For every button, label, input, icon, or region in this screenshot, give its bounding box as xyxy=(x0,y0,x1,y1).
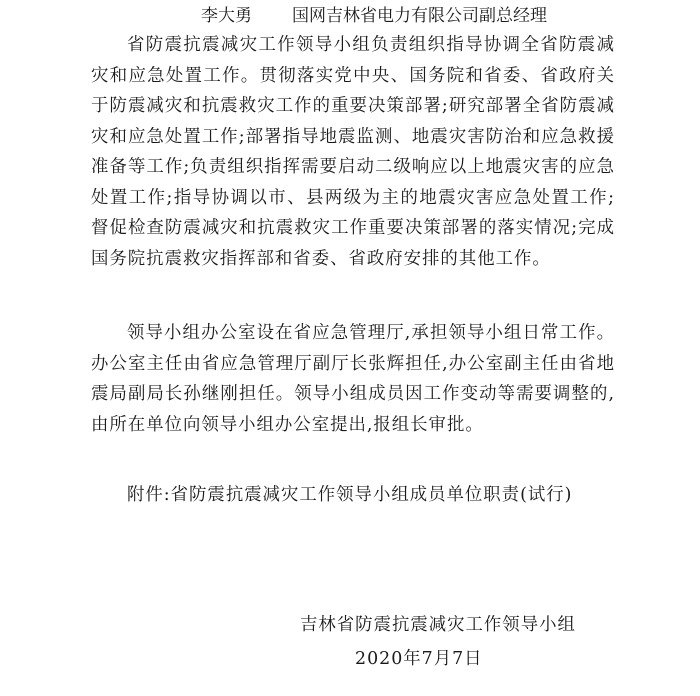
member-name: 李大勇 xyxy=(201,6,252,26)
issue-date: 2020年7月7日 xyxy=(355,649,483,669)
office-paragraph: 领导小组办公室设在省应急管理厅,承担领导小组日常工作。办公室主任由省应急管理厅副厅长张辉担任,办公室副主任由省地震局副局长孙继刚担任。领导小组成员因工作变动等需要调整的,由所在单位向领导小组办公室提出,报组长审批。 xyxy=(91,323,615,435)
member-title: 国网吉林省电力有限公司副总经理 xyxy=(292,6,547,26)
issuer-signature: 吉林省防震抗震减灾工作领导小组 xyxy=(300,615,576,635)
attachment-note: 附件:省防震抗震减灾工作领导小组成员单位职责(试行) xyxy=(127,485,573,505)
duties-paragraph: 省防震抗震减灾工作领导小组负责组织指导协调全省防震减灾和应急处置工作。贯彻落实党中央、国务院和省委、省政府关于防震减灾和抗震救灾工作的重要决策部署;研究部署全省防震减灾和应急处置工作;部署指导地震监测、地震灾害防治和应急救援准备等工作;负责组织指挥需要启动二级响应以上地震灾害的应急处置工作;指导协调以市、县两级为主的地震灾害应急处置工作;督促检查防震减灾和抗震救灾工作重要决策部署的落实情况;完成国务院抗震救灾指挥部和省委、省政府安排的其他工作。 xyxy=(91,35,615,269)
member-entry xyxy=(201,2,547,30)
